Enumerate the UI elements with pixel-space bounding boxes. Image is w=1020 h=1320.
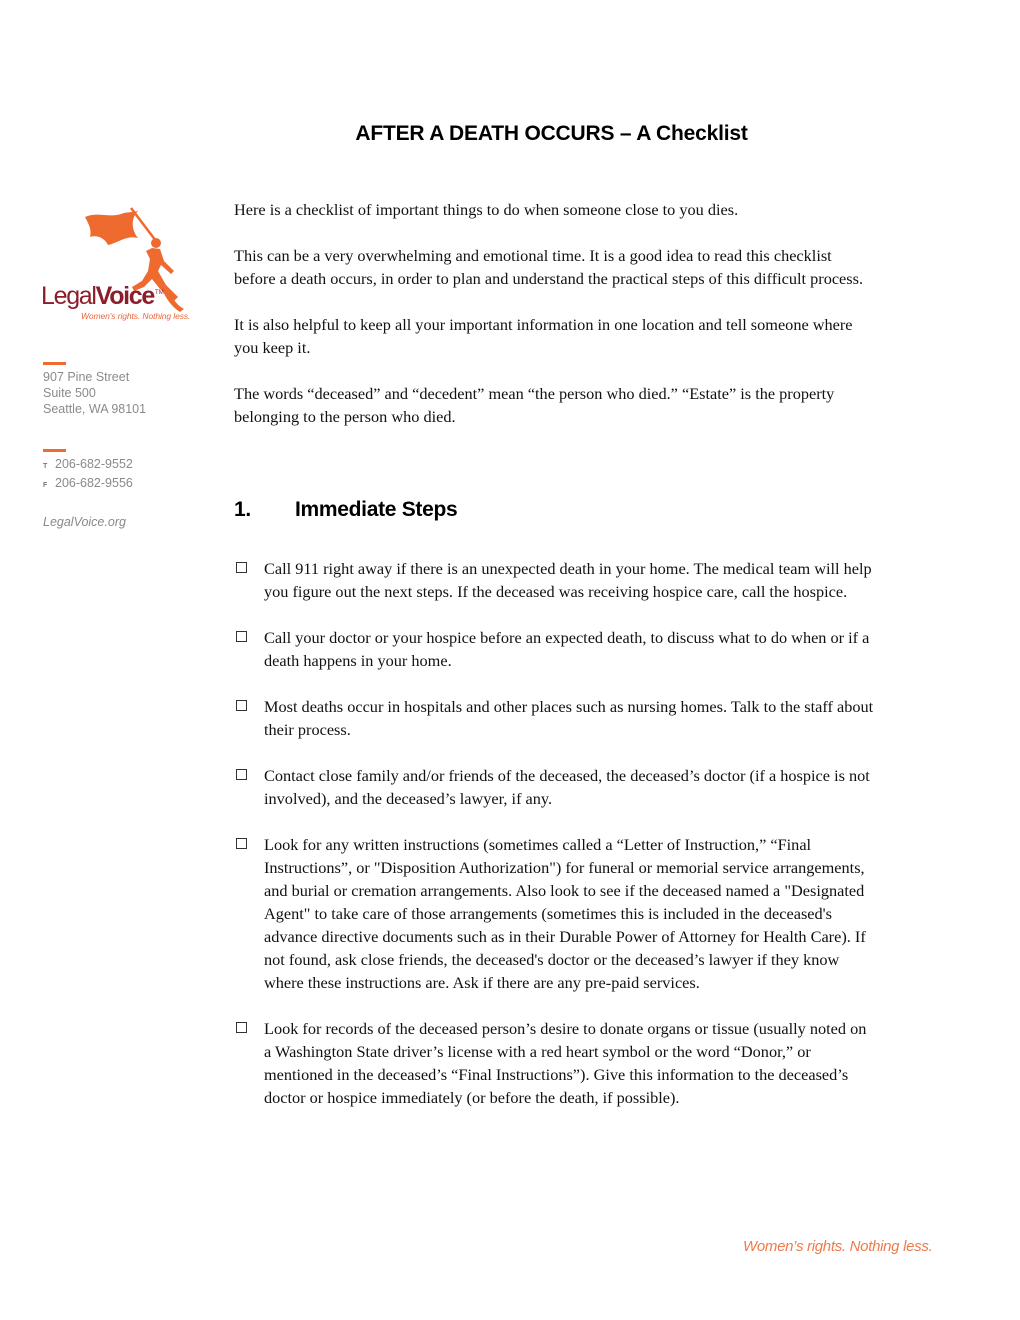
checklist-item [234, 833, 874, 994]
checklist-item-text: Look for any written instructions (sometimes called a “Letter of Instruction,” “Final Instructions”, or "Disposition Authorization") for funeral or memorial service arrangements, and burial or cremation arrangements. Also look to see if the deceased named a "Designated Agent" to take care of those arrangements (sometimes this is included in the deceased's advance directive documents such as in their Durable Power of Attorney for Health Care). If not found, ask close friends, the deceased's doctor or the deceased’s lawyer if they know where these instructions are. Ask if there are any pre-paid services. [264, 835, 866, 992]
checkbox[interactable] [236, 700, 247, 711]
section-number: 1. [234, 498, 251, 521]
checkbox[interactable] [236, 1022, 247, 1033]
checklist-item [234, 557, 874, 603]
checkbox[interactable] [236, 562, 247, 573]
checklist-item [234, 695, 874, 741]
page-title: AFTER A DEATH OCCURS – A Checklist [355, 122, 748, 145]
telephone-number: 206-682-9552 [55, 457, 133, 471]
orange-divider [43, 449, 66, 452]
telephone-row [43, 456, 133, 475]
checklist-item-text: Call 911 right away if there is an unexpected death in your home. The medical team will help you figure out the next steps. If the deceased was receiving hospice care, call the hospice. [264, 559, 872, 601]
checklist-item-text: Contact close family and/or friends of the deceased, the deceased’s doctor (if a hospice is not involved), and the deceased’s lawyer, if any. [264, 766, 870, 808]
intro-paragraph: Here is a checklist of important things to do when someone close to you dies. [234, 200, 739, 219]
checklist-item [234, 626, 874, 672]
section-title: Immediate Steps [295, 498, 458, 521]
immediate-steps-checklist [234, 557, 874, 1132]
logo-wordmark: LegalVoice™ [41, 282, 164, 310]
legal-voice-logo [38, 205, 198, 323]
checklist-item-text: Look for records of the deceased person’s desire to donate organs or tissue (usually noted on a Washington State driver’s license with a red heart symbol or the word “Donor,” or mentioned in the deceased’s “Final Instructions”). Give this information to the deceased’s doctor or hospice immediately (or before the death, if possible). [264, 1019, 867, 1107]
checkbox[interactable] [236, 631, 247, 642]
website-link[interactable]: LegalVoice.org [43, 515, 126, 529]
phone-numbers [43, 449, 133, 494]
footer-tagline: Women’s rights. Nothing less. [743, 1238, 933, 1255]
checklist-item [234, 764, 874, 810]
intro-paragraph: It is also helpful to keep all your important information in one location and tell someone where you keep it. [234, 315, 853, 357]
checklist-item-text: Call your doctor or your hospice before an expected death, to discuss what to do when or if a death happens in your home. [264, 628, 870, 670]
fax-number: 206-682-9556 [55, 476, 133, 490]
intro-paragraph: The words “deceased” and “decedent” mean “the person who died.” “Estate” is the property belonging to the person who died. [234, 384, 835, 426]
intro-section [234, 198, 874, 428]
checkbox[interactable] [236, 769, 247, 780]
fax-row [43, 475, 133, 494]
checklist-item [234, 1017, 874, 1109]
telephone-label: T [43, 463, 48, 470]
sidebar [38, 205, 218, 529]
intro-paragraph: This can be a very overwhelming and emotional time. It is a good idea to read this checklist before a death occurs, in order to plan and understand the practical steps of this difficult process. [234, 246, 864, 288]
fax-label: F [43, 482, 48, 489]
office-address: 907 Pine Street Suite 500 Seattle, WA 98101 [43, 362, 146, 417]
checkbox[interactable] [236, 838, 247, 849]
orange-divider [43, 362, 66, 365]
logo-tagline: Women's rights. Nothing less. [81, 311, 191, 321]
checklist-item-text: Most deaths occur in hospitals and other places such as nursing homes. Talk to the staff about their process. [264, 697, 874, 739]
section-heading-immediate-steps [234, 498, 457, 522]
